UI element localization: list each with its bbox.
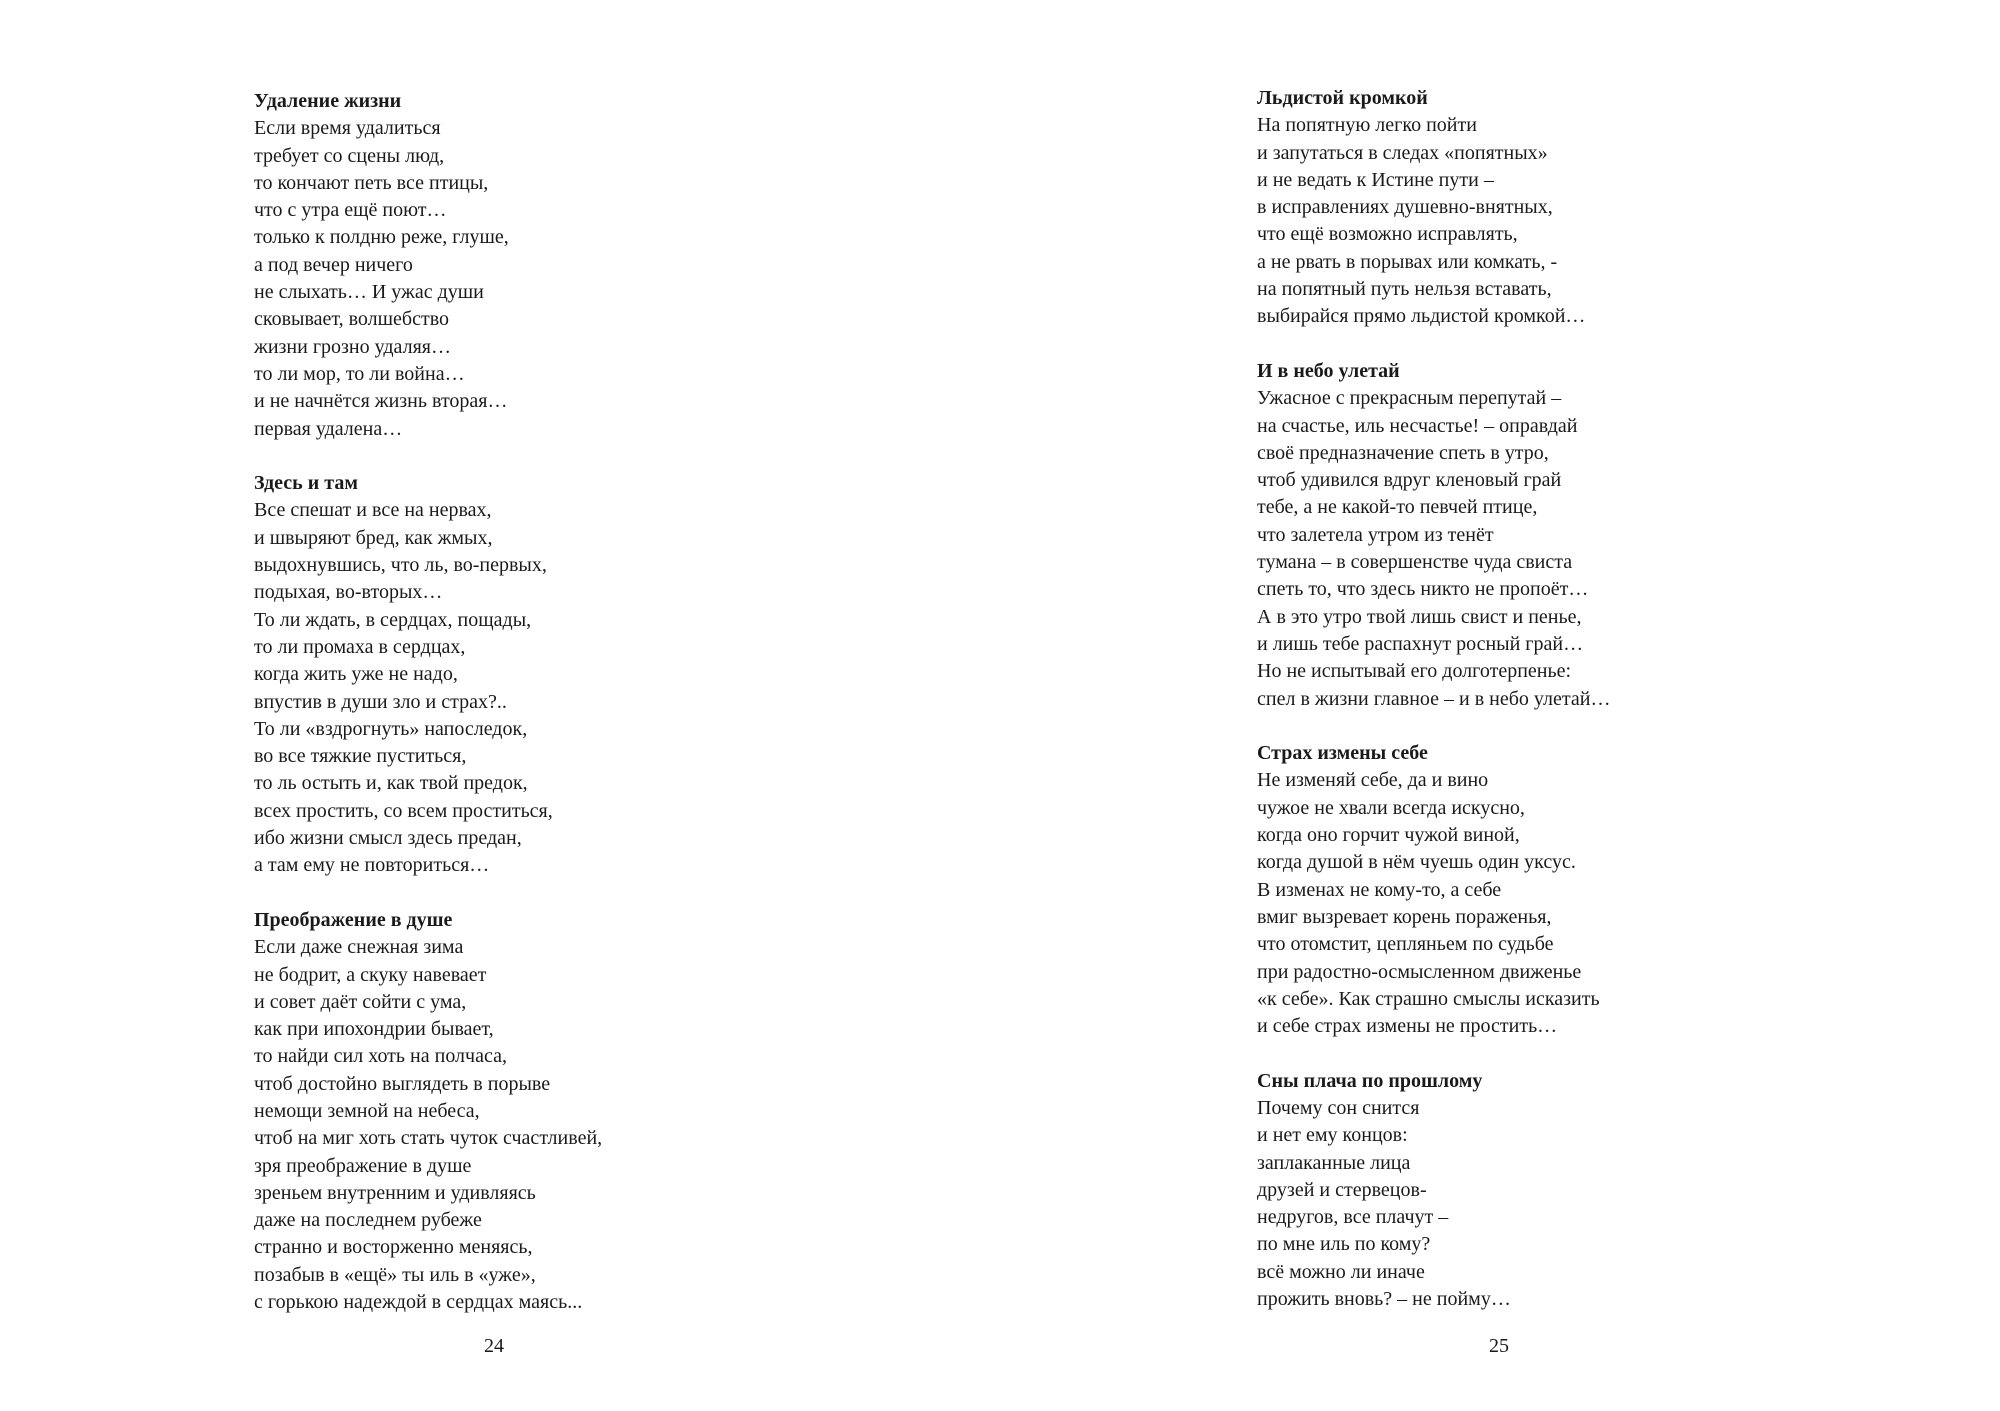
poem-line: и нет ему концов: xyxy=(1257,1124,1408,1147)
poem-line: чтоб удивился вдруг кленовый грай xyxy=(1257,469,1562,492)
poem-line: впустив в души зло и страх?.. xyxy=(254,690,507,713)
poem-line: что с утра ещё поют… xyxy=(254,199,447,222)
poem-line: спеть то, что здесь никто не пропоёт… xyxy=(1257,578,1589,601)
poem-title: Сны плача по прошлому xyxy=(1257,1069,1483,1092)
poem-sny-placha-po-proshlomu xyxy=(1257,1068,1957,1314)
poem-line: всё можно ли иначе xyxy=(1257,1260,1425,1283)
poem-line: сковывает, волшебство xyxy=(254,308,450,331)
poem-line: зреньем внутренним и удивляясь xyxy=(254,1181,536,1204)
poem-line: заплаканные лица xyxy=(1257,1151,1411,1174)
poem-line: В изменах не кому-то, а себе xyxy=(1257,878,1502,901)
poem-line: когда оно горчит чужой виной, xyxy=(1257,824,1520,847)
poem-line: выдохнувшись, что ль, во-первых, xyxy=(254,554,547,577)
poem-line: То ли «вздрогнуть» напоследок, xyxy=(254,717,528,740)
poem-line: не бодрит, а скуку навевает xyxy=(254,963,487,986)
poem-line: На попятную легко пойти xyxy=(1257,114,1477,137)
poem-title: Преображение в душе xyxy=(254,908,453,931)
poem-ldistoy-kromkoy xyxy=(1257,85,1957,331)
poem-line: то кончают петь все птицы, xyxy=(254,171,489,194)
poem-line: позабыв в «ещё» ты иль в «уже», xyxy=(254,1263,536,1286)
poem-line: Если даже снежная зима xyxy=(254,936,464,959)
poem-line: вмиг вызревает корень пораженья, xyxy=(1257,905,1552,928)
poem-line: требует со сцены люд, xyxy=(254,144,445,167)
poem-line: как при ипохондрии бывает, xyxy=(254,1018,494,1041)
poem-line: с горькою надеждой в сердцах маясь... xyxy=(254,1291,583,1314)
poem-i-v-nebo-uletay xyxy=(1257,358,1957,713)
poem-line: что залетела утром из тенёт xyxy=(1257,523,1494,546)
poem-line: «к себе». Как страшно смыслы исказить xyxy=(1257,987,1600,1010)
poem-line: выбирайся прямо льдистой кромкой… xyxy=(1257,305,1586,328)
poem-line: когда жить уже не надо, xyxy=(254,663,458,686)
poem-line: то ли мор, то ли война… xyxy=(254,362,465,385)
poem-preobrazhenie-v-dushe xyxy=(254,907,954,1316)
page-number-right: 25 xyxy=(1489,1335,1509,1357)
poem-line: что отомстит, цепляньем по судьбе xyxy=(1257,933,1554,956)
poem-line: То ли ждать, в сердцах, пощады, xyxy=(254,608,532,631)
page-number-left: 24 xyxy=(484,1335,504,1357)
poem-title: Здесь и там xyxy=(254,472,358,495)
poem-line: и себе страх измены не простить… xyxy=(1257,1015,1558,1038)
poem-line: спел в жизни главное – и в небо улетай… xyxy=(1257,687,1611,710)
poem-line: а не рвать в порывах или комкать, - xyxy=(1257,250,1558,273)
poem-line: прожить вновь? – не пойму… xyxy=(1257,1288,1511,1311)
poem-udalenie-zhizni xyxy=(254,88,954,443)
poem-title: Страх измены себе xyxy=(1257,742,1428,765)
poem-line: а там ему не повториться… xyxy=(254,854,490,877)
poem-line: не слыхать… И ужас души xyxy=(254,281,484,304)
poem-line: жизни грозно удаляя… xyxy=(254,335,451,358)
poem-line: чужое не хвали всегда искусно, xyxy=(1257,796,1525,819)
poem-line: тебе, а не какой-то певчей птице, xyxy=(1257,496,1538,519)
poem-line: на попятный путь нельзя вставать, xyxy=(1257,278,1552,301)
poem-line: немощи земной на небеса, xyxy=(254,1099,480,1122)
poem-title: Удаление жизни xyxy=(254,90,402,112)
poem-line: только к полдню реже, глуше, xyxy=(254,226,509,249)
poem-line: ибо жизни смысл здесь предан, xyxy=(254,827,522,850)
poem-line: тумана – в совершенстве чуда свиста xyxy=(1257,551,1573,574)
poem-line: когда душой в нём чуешь один уксус. xyxy=(1257,851,1576,874)
poem-title: И в небо улетай xyxy=(1257,359,1400,382)
poem-line: Почему сон снится xyxy=(1257,1096,1420,1119)
poem-line: и совет даёт сойти с ума, xyxy=(254,990,467,1013)
poem-strakh-izmeny-sebe xyxy=(1257,740,1957,1040)
poem-line: то ли промаха в сердцах, xyxy=(254,635,466,658)
poem-line: и лишь тебе распахнут росный грай… xyxy=(1257,632,1584,655)
poem-line: и не начнётся жизнь вторая… xyxy=(254,390,508,413)
poem-line: то ль остыть и, как твой предок, xyxy=(254,772,528,795)
poem-line: Ужасное с прекрасным перепутай – xyxy=(1257,387,1562,410)
poem-line: и швыряют бред, как жмых, xyxy=(254,526,493,549)
poem-line: первая удалена… xyxy=(254,417,403,440)
poem-line: друзей и стервецов- xyxy=(1257,1178,1427,1201)
poem-line: то найди сил хоть на полчаса, xyxy=(254,1045,507,1068)
poem-title: Льдистой кромкой xyxy=(1257,87,1428,109)
poem-line: зря преображение в душе xyxy=(254,1154,472,1177)
poem-line: недругов, все плачут – xyxy=(1257,1206,1449,1229)
poem-line: во все тяжкие пуститься, xyxy=(254,745,467,768)
poem-line: Но не испытывай его долготерпенье: xyxy=(1257,660,1572,683)
poem-line: всех простить, со всем проститься, xyxy=(254,799,553,822)
poem-line: своё предназначение спеть в утро, xyxy=(1257,441,1549,464)
poem-line: Все спешат и все на нервах, xyxy=(254,499,492,522)
poem-line: на счастье, иль несчастье! – оправдай xyxy=(1257,414,1578,437)
poem-line: Не изменяй себе, да и вино xyxy=(1257,769,1489,792)
poem-line: подыхая, во-вторых… xyxy=(254,581,443,604)
right-page xyxy=(1000,0,2000,1411)
poem-line: а под вечер ничего xyxy=(254,253,413,276)
poem-line: по мне иль по кому? xyxy=(1257,1233,1431,1256)
poem-line: в исправлениях душевно-внятных, xyxy=(1257,196,1553,219)
poem-line: Если время удалиться xyxy=(254,117,441,140)
left-page-text-column xyxy=(254,88,954,1316)
poem-line: странно и восторженно меняясь, xyxy=(254,1236,533,1259)
poem-line: даже на последнем рубеже xyxy=(254,1209,482,1232)
poem-zdes-i-tam xyxy=(254,470,954,879)
right-page-text-column xyxy=(1257,85,1957,1313)
poem-line: что ещё возможно исправлять, xyxy=(1257,223,1518,246)
poem-line: при радостно-осмысленном движенье xyxy=(1257,960,1582,983)
poem-line: чтоб достойно выглядеть в порыве xyxy=(254,1072,551,1095)
poem-line: А в это утро твой лишь свист и пенье, xyxy=(1257,605,1582,628)
poem-line: чтоб на миг хоть стать чуток счастливей, xyxy=(254,1127,603,1150)
poem-line: и не ведать к Истине пути – xyxy=(1257,168,1494,191)
poem-line: и запутаться в следах «попятных» xyxy=(1257,141,1548,164)
